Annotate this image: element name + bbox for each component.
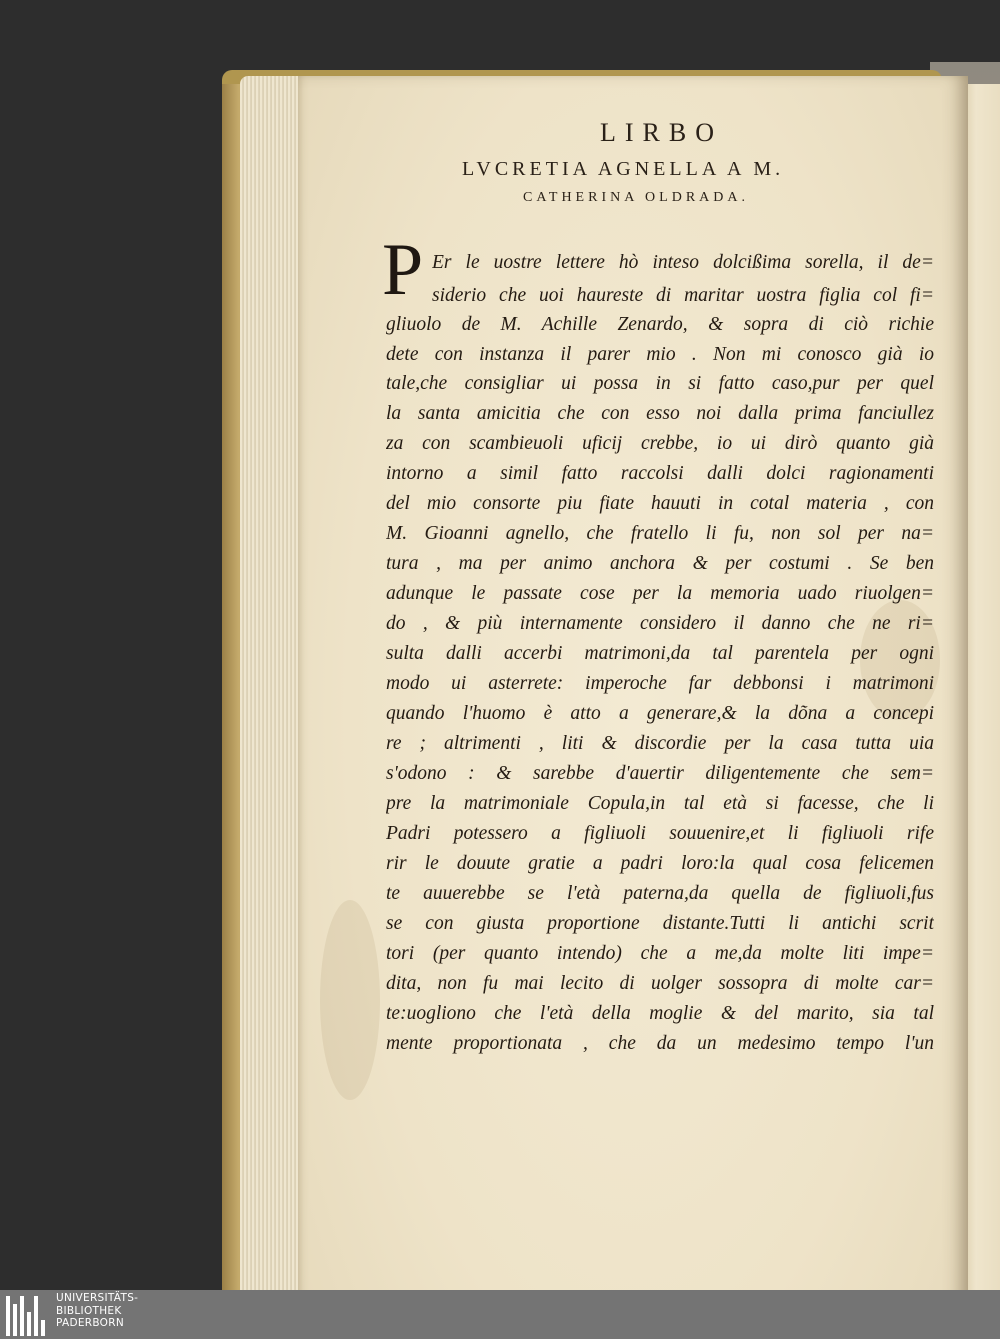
text-line: rir le douute gratie a padri loro:la qual cosa felicemen xyxy=(386,853,934,874)
text-line: te auuerebbe se l'età paterna,da quella de figliuoli,fus xyxy=(386,883,934,904)
text-line: za con scambieuoli uficij crebbe, io ui dirò quanto già xyxy=(386,433,934,454)
text-line: te:uogliono che l'età della moglie & del marito, sia tal xyxy=(386,1003,934,1024)
text-line: Padri potessero a figliuoli souuenire,et li figliuoli rife xyxy=(386,823,934,844)
text-line: dita, non fu mai lecito di uolger sossopra di molte car= xyxy=(386,973,934,994)
text-line: do , & più internamente considero il danno che ne ri= xyxy=(386,613,934,634)
text-line: Er le uostre lettere hò inteso dolcißima sorella, il de= xyxy=(432,252,934,273)
text-line: modo ui asterrete: imperoche far debbonsi i matrimoni xyxy=(386,673,934,694)
text-line: tura , ma per animo anchora & per costumi . Se ben xyxy=(386,553,934,574)
library-name-line: PADERBORN xyxy=(56,1317,124,1329)
text-line: mente proportionata , che da un medesimo tempo l'un xyxy=(386,1033,934,1054)
text-line: del mio consorte piu fiate hauuti in cotal materia , con xyxy=(386,493,934,514)
text-line: sulta dalli accerbi matrimoni,da tal parentela per ogni xyxy=(386,643,934,664)
text-line: adunque le passate cose per la memoria uado riuolgen= xyxy=(386,583,934,604)
text-line: siderio che uoi haureste di maritar uostra figlia col fi= xyxy=(432,285,934,306)
library-name-line: UNIVERSITÄTS- xyxy=(56,1292,139,1304)
text-line: gliuolo de M. Achille Zenardo, & sopra di ciò richie xyxy=(386,314,934,335)
drop-cap: P xyxy=(382,229,424,311)
running-head: LIRBO xyxy=(600,118,723,147)
page-edges xyxy=(240,76,302,1290)
text-line: la santa amicitia che con esso noi dalla prima fanciullez xyxy=(386,403,934,424)
letter-title: LVCRETIA AGNELLA A M. xyxy=(462,158,785,180)
library-logo-icon xyxy=(6,1296,48,1336)
text-line: intorno a simil fatto raccolsi dalli dolci ragionamenti xyxy=(386,463,934,484)
text-line: s'odono : & sarebbe d'auertir diligentemente che sem= xyxy=(386,763,934,784)
library-name xyxy=(56,1292,138,1330)
text-line: se con giusta proportione distante.Tutti li antichi scrit xyxy=(386,913,934,934)
text-line: tale,che consigliar ui possa in si fatto caso,pur per quel xyxy=(386,373,934,394)
library-footer xyxy=(0,1290,1000,1339)
text-line: re ; altrimenti , liti & discordie per la casa tutta uia xyxy=(386,733,934,754)
text-line: pre la matrimoniale Copula,in tal età si facesse, che li xyxy=(386,793,934,814)
text-line: dete con instanza il parer mio . Non mi conosco già io xyxy=(386,344,934,365)
text-line: tori (per quanto intendo) che a me,da molte liti impe= xyxy=(386,943,934,964)
library-name-line: BIBLIOTHEK xyxy=(56,1304,122,1317)
text-line: M. Gioanni agnello, che fratello li fu, non sol per na= xyxy=(386,523,934,544)
page-stain xyxy=(320,900,380,1100)
text-line: quando l'huomo è atto a generare,& la dõna a concepi xyxy=(386,703,934,724)
letter-recipient: CATHERINA OLDRADA. xyxy=(523,190,749,205)
